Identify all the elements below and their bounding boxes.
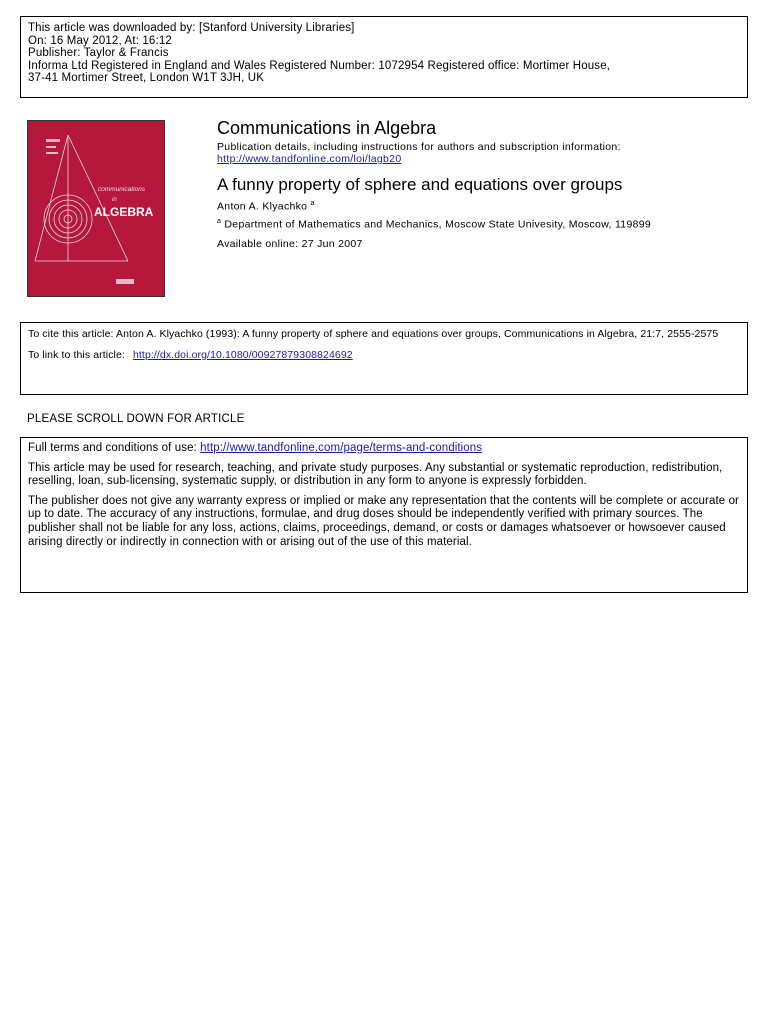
cover-text-algebra: ALGEBRA	[94, 205, 154, 219]
doi-link[interactable]: http://dx.doi.org/10.1080/00927879308824692	[132, 348, 353, 361]
publication-details	[217, 141, 747, 165]
terms-box	[20, 437, 748, 593]
author-name: Anton A. Klyachko	[217, 200, 308, 213]
affiliation-text: Department of Mathematics and Mechanics, Moscow State Univesity, Moscow, 119899	[224, 218, 651, 230]
journal-title: Communications in Algebra	[217, 118, 437, 138]
article-link-label: To link to this article:	[28, 348, 125, 361]
download-info-box	[20, 16, 748, 98]
download-line-5: 37-41 Mortimer Street, London W1T 3JH, UK	[28, 72, 265, 85]
article-info	[217, 117, 747, 250]
terms-paragraph-1: This article may be used for research, teaching, and private study purposes. Any substantial or systematic reproduction, redistribution, reselling, loan, sub-licensing, systematic supply, or distribution in any form to anyone is expressly forbidden.	[28, 461, 723, 488]
journal-cover-image	[27, 120, 165, 297]
article-title: A funny property of sphere and equations over groups	[217, 175, 623, 194]
cover-text-in: in	[112, 197, 117, 203]
author-superscript: a	[310, 200, 315, 207]
download-line-1: This article was downloaded by: [Stanford University Libraries]	[28, 22, 355, 34]
citation-text: To cite this article: Anton A. Klyachko (1993): A funny property of sphere and equations over groups, Communications in Algebra, 21:7, 2555-2575	[28, 328, 719, 340]
journal-url-link[interactable]: http://www.tandfonline.com/loi/lagb20	[217, 153, 402, 165]
terms-paragraph-2: The publisher does not give any warranty express or implied or make any representation that the contents will be complete or accurate or up to date. The accuracy of any instructions, formulae, and drug doses should be independently verified with primary sources. The publisher shall not be liable for any loss, actions, claims, proceedings, demand, or costs or damages whatsoever or howsoever caused arising directly or indirectly in connection with or arising out of the use of this material.	[28, 494, 739, 548]
citation-box	[20, 322, 748, 395]
download-line-4: Informa Ltd Registered in England and Wales Registered Number: 1072954 Registered office: Mortimer House,	[28, 59, 611, 72]
terms-label: Full terms and conditions of use:	[28, 442, 197, 454]
scroll-notice: PLEASE SCROLL DOWN FOR ARTICLE	[27, 413, 245, 425]
download-line-2: On: 16 May 2012, At: 16:12	[28, 34, 172, 47]
article-link-line	[28, 349, 740, 363]
affiliation-superscript: a	[217, 217, 222, 225]
affiliation-line	[217, 218, 747, 231]
terms-line	[28, 442, 740, 456]
publisher-logo-icon	[116, 279, 134, 284]
terms-link[interactable]: http://www.tandfonline.com/page/terms-and-conditions	[200, 442, 483, 454]
publication-details-text: Publication details, including instructions for authors and subscription information:	[217, 141, 621, 153]
available-online: Available online: 27 Jun 2007	[217, 238, 363, 250]
author-line	[217, 200, 747, 213]
download-line-3: Publisher: Taylor & Francis	[28, 47, 169, 60]
cover-graphic	[28, 121, 164, 296]
cover-text-communications: communications	[98, 186, 145, 193]
